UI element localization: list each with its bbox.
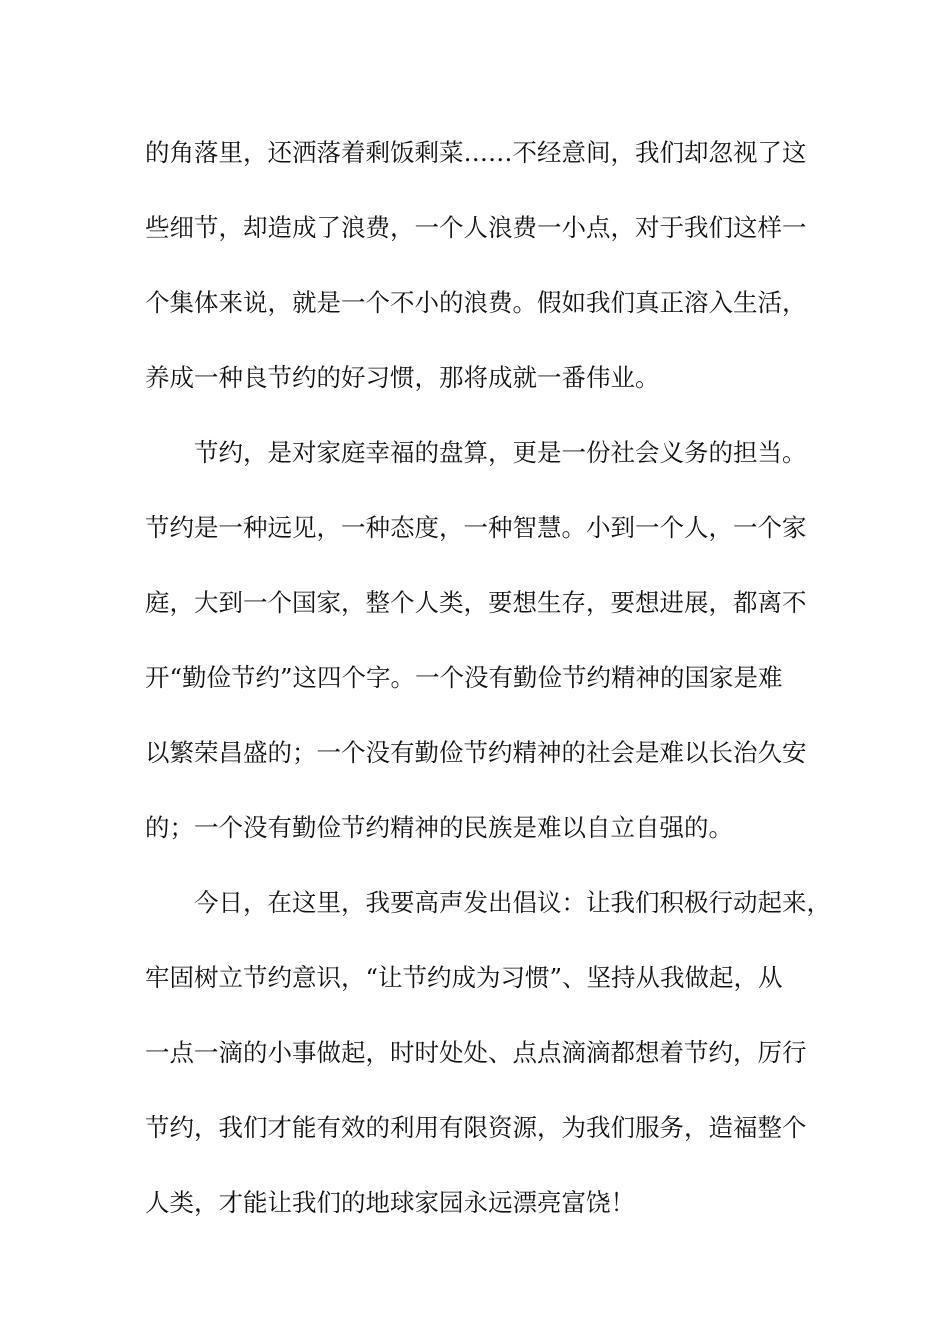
- paragraph-start-line: 节约，是对家庭幸福的盘算，更是一份社会义务的担当。: [194, 438, 807, 467]
- text-line: 开“勤俭节约”这四个字。一个没有勤俭节约精神的国家是难: [145, 663, 783, 692]
- text-line: 以繁荣昌盛的；一个没有勤俭节约精神的社会是难以长治久安: [145, 738, 807, 767]
- body-text: [145, 130, 845, 1255]
- text-line: 庭，大到一个国家，整个人类，要想生存，要想进展，都离不: [145, 588, 807, 617]
- text-line: 人类，才能让我们的地球家园永远漂亮富饶！: [145, 1188, 635, 1217]
- text-line: 节约是一种远见，一种态度，一种智慧。小到一个人，一个家: [145, 513, 807, 542]
- text-line: 个集体来说，就是一个不小的浪费。假如我们真正溶入生活，: [145, 288, 807, 317]
- text-line: 的；一个没有勤俭节约精神的民族是难以自立自强的。: [145, 813, 733, 842]
- text-line: 牢固树立节约意识，“让节约成为习惯”、坚持从我做起，从: [145, 963, 783, 992]
- text-line: 些细节，却造成了浪费，一个人浪费一小点，对于我们这样一: [145, 213, 807, 242]
- text-line: 的角落里，还洒落着剩饭剩菜……不经意间，我们却忽视了这: [145, 138, 807, 167]
- text-line: 养成一种良节约的好习惯，那将成就一番伟业。: [145, 363, 660, 392]
- paragraph-start-line: 今日，在这里，我要高声发出倡议：让我们积极行动起来，: [194, 888, 831, 917]
- text-line: 一点一滴的小事做起，时时处处、点点滴滴都想着节约，厉行: [145, 1038, 807, 1067]
- text-line: 节约，我们才能有效的利用有限资源，为我们服务，造福整个: [145, 1113, 807, 1142]
